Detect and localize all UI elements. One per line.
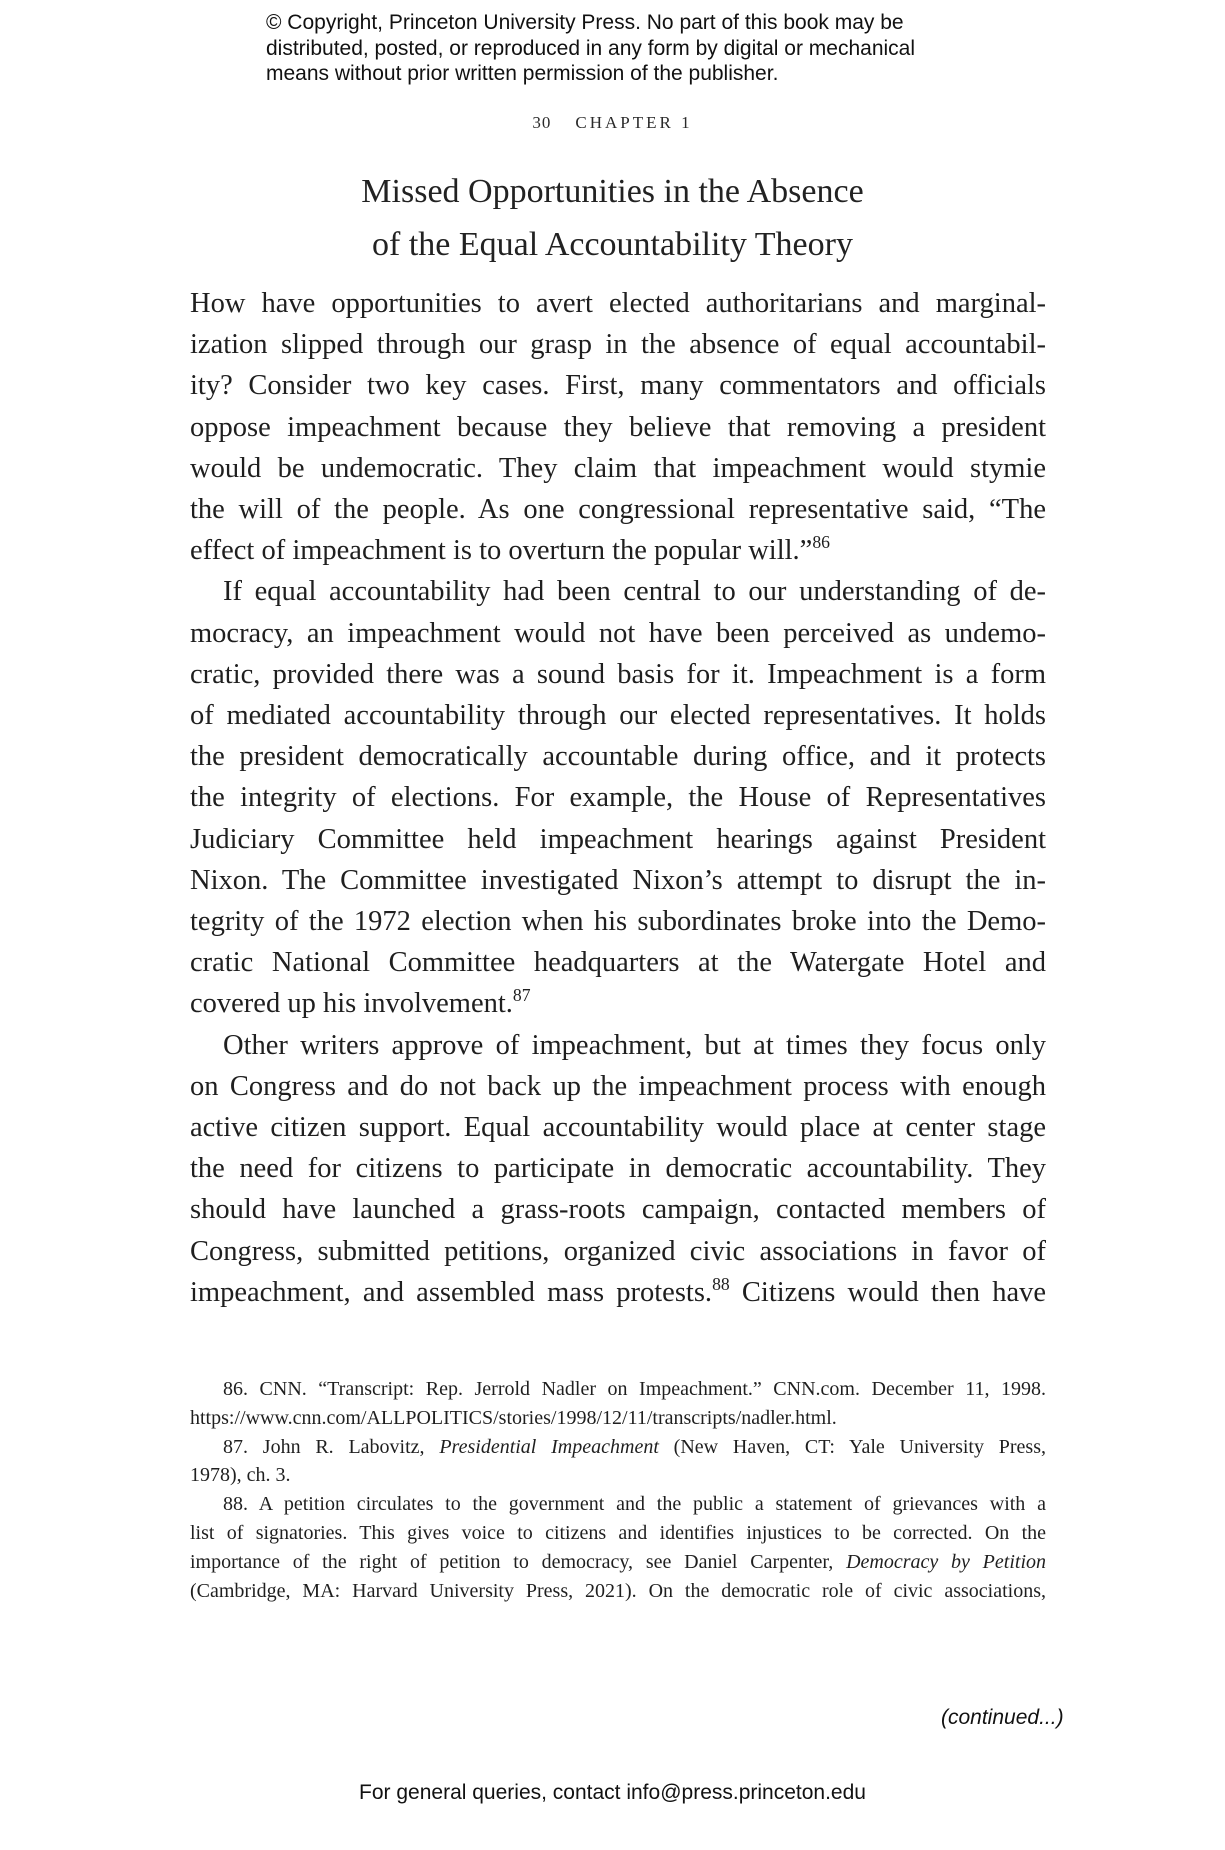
text-line: cratic National Committee headquarters at the Watergate Hotel and [190, 947, 1046, 979]
text-run: importance of the right of petition to democracy, see Daniel Carpenter, [190, 1550, 847, 1573]
text-line: the integrity of elections. For example, the House of Representatives [190, 782, 1046, 814]
text-line: the president democratically accountable during office, and it protects [190, 741, 1046, 773]
text-run: (New Haven, CT: Yale University Press, [658, 1435, 1046, 1458]
text-line: Other writers approve of impeachment, but at times they focus only [223, 1029, 1046, 1061]
footnotes [190, 1375, 1046, 1605]
text-line: active citizen support. Equal accountability would place at center stage [190, 1112, 1046, 1144]
text-run: covered up his involvement. [190, 988, 513, 1020]
section-title-line: of the Equal Accountability Theory [372, 226, 853, 263]
text-line [190, 983, 1046, 1024]
text-line [190, 530, 1046, 571]
text-line: ization slipped through our grasp in the absence of equal accountabil- [190, 329, 1046, 361]
running-head [0, 113, 1225, 133]
copyright-line: distributed, posted, or reproduced in any form by digital or mechanical [266, 36, 916, 60]
text-line: cratic, provided there was a sound basis for it. Impeachment is a form [190, 658, 1046, 690]
text-line: Congress, submitted petitions, organized civic associations in favor of [190, 1235, 1046, 1267]
footnote-88 [190, 1490, 1046, 1605]
footnote-line: 1978), ch. 3. [190, 1464, 291, 1487]
section-title [0, 165, 1225, 271]
paragraph [190, 571, 1046, 1024]
text-line: tegrity of the 1972 election when his subordinates broke into the Demo- [190, 906, 1046, 938]
text-line: ity? Consider two key cases. First, many commentators and officials [190, 370, 1046, 402]
footnote-ref-87[interactable]: 87 [512, 985, 531, 1006]
footnote-ref-88[interactable]: 88 [712, 1273, 730, 1294]
text-line: Judiciary Committee held impeachment hearings against President [190, 823, 1046, 855]
text-line: How have opportunities to avert elected authoritarians and marginal- [190, 288, 1046, 319]
text-line: on Congress and do not back up the impeachment process with enough [190, 1070, 1046, 1102]
footnote-line: 88. A petition circulates to the government and the public a statement of grievances with a [223, 1493, 1046, 1516]
book-title: Presidential Impeachment [439, 1435, 659, 1458]
footnote-url[interactable]: https://www.cnn.com/ALLPOLITICS/stories/1998/12/11/transcripts/nadler.html. [190, 1406, 837, 1429]
continued-label: (continued...) [941, 1706, 1064, 1729]
chapter-label: CHAPTER 1 [575, 113, 693, 132]
text-line: oppose impeachment because they believe that removing a president [190, 411, 1046, 443]
copyright-notice [266, 10, 1026, 87]
text-line [190, 1272, 1046, 1313]
paragraph [190, 283, 1046, 571]
footnote-ref-86[interactable]: 86 [812, 532, 830, 553]
text-run: impeachment, and assembled mass protests. [190, 1276, 713, 1308]
text-line: If equal accountability had been central to our understanding of de- [223, 576, 1046, 608]
footnote-line: 86. CNN. “Transcript: Rep. Jerrold Nadler on Impeachment.” CNN.com. December 11, 1998. [223, 1378, 1046, 1400]
text-line: should have launched a grass-roots campaign, contacted members of [190, 1194, 1046, 1226]
contact-line: For general queries, contact info@press.princeton.edu [359, 1781, 866, 1804]
footnote-87 [190, 1433, 1046, 1491]
footnote-line [190, 1548, 1046, 1577]
copyright-line: means without prior written permission of the publisher. [266, 62, 779, 85]
text-run: 87. John R. Labovitz, [223, 1435, 440, 1458]
text-line: the need for citizens to participate in democratic accountability. They [190, 1153, 1046, 1185]
footnote-86 [190, 1375, 1046, 1433]
paragraph [190, 1025, 1046, 1313]
text-line: Nixon. The Committee investigated Nixon’s attempt to disrupt the in- [190, 864, 1046, 896]
text-line: would be undemocratic. They claim that impeachment would stymie [190, 452, 1046, 484]
book-title: Democracy by Petition [846, 1550, 1046, 1573]
section-title-line: Missed Opportunities in the Absence [361, 173, 864, 210]
body-text [190, 283, 1046, 1313]
text-line: of mediated accountability through our elected representatives. It holds [190, 700, 1046, 732]
text-line: the will of the people. As one congressional representative said, “The [190, 494, 1046, 526]
text-line: mocracy, an impeachment would not have been perceived as undemo- [190, 617, 1046, 649]
text-run: effect of impeachment is to overturn the popular will.” [190, 535, 813, 567]
footnote-line: (Cambridge, MA: Harvard University Press, 2021). On the democratic role of civic associations, [190, 1579, 1046, 1602]
page-number: 30 [532, 113, 552, 132]
text-run: Citizens would then have [729, 1276, 1046, 1308]
footnote-line: list of signatories. This gives voice to citizens and identifies injustices to be corrected. On the [190, 1521, 1046, 1544]
copyright-line: © Copyright, Princeton University Press. No part of this book may be [266, 11, 904, 34]
footnote-line [190, 1433, 1046, 1462]
